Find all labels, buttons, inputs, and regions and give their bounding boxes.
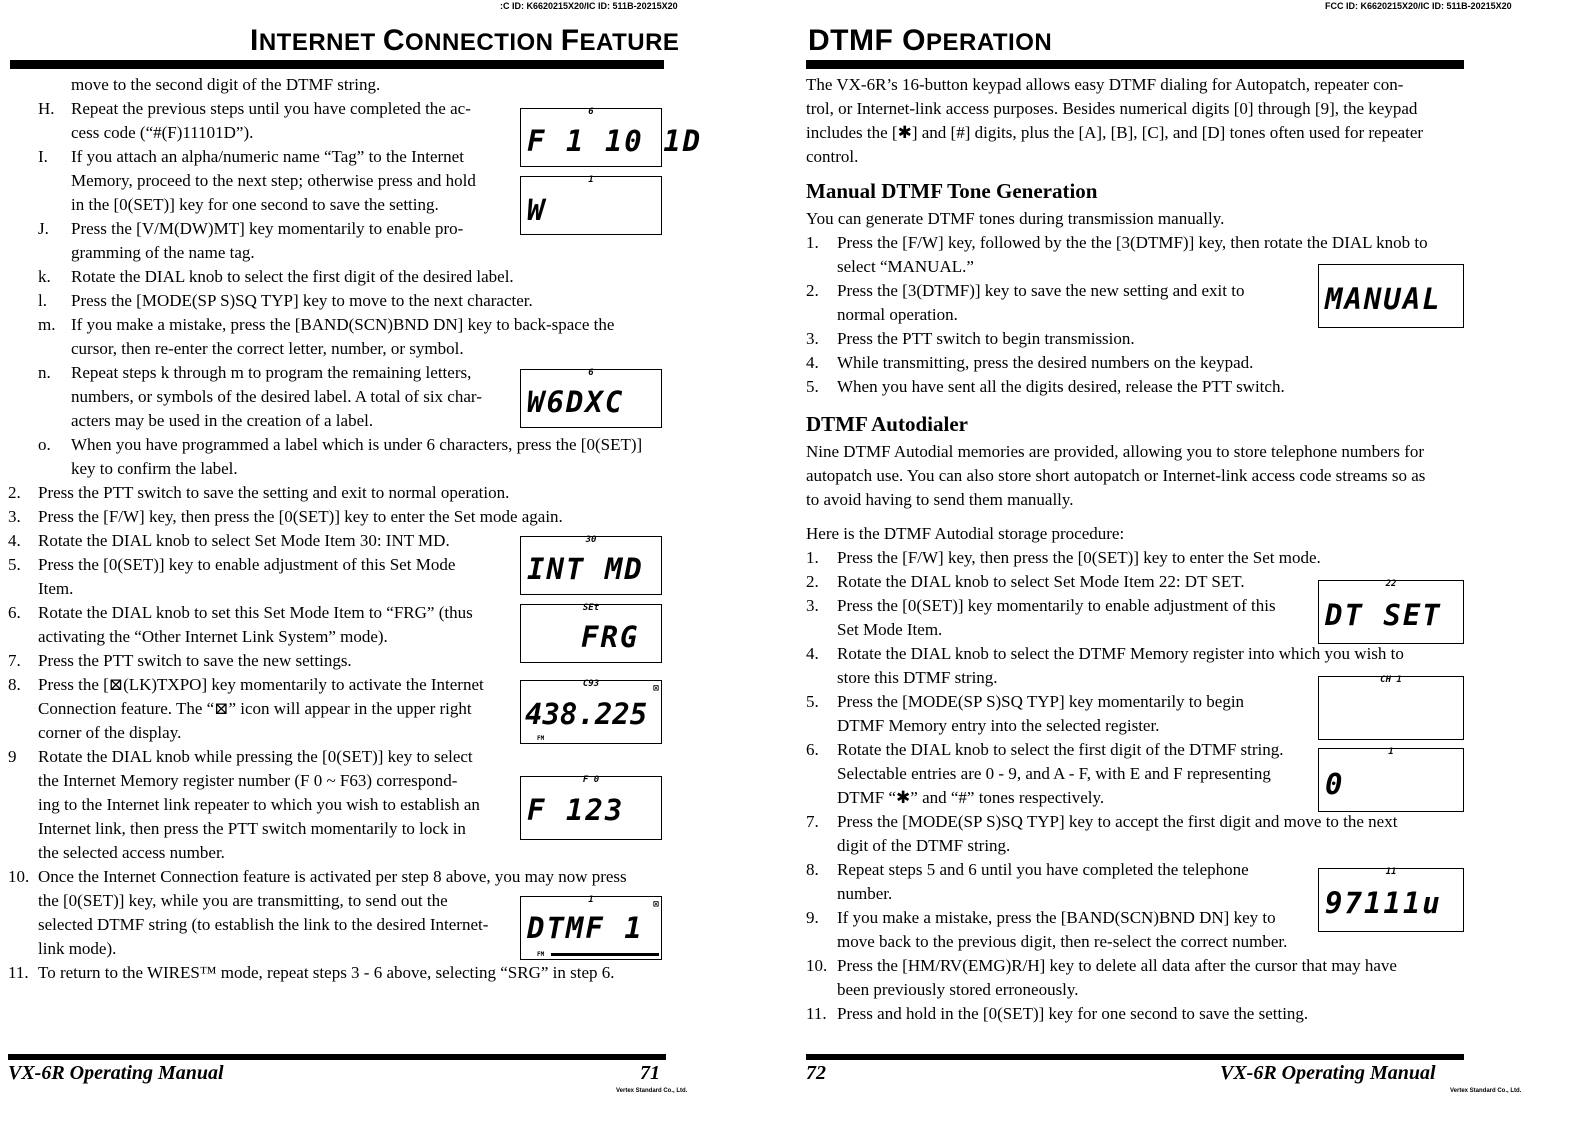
step-text: Press the [F/W] key, then press the [0(SET)] key to enter the Set mode again. — [38, 507, 563, 526]
step-number: H. — [38, 99, 55, 118]
step-text: to avoid having to send them manually. — [806, 490, 1074, 509]
step-number: 3. — [806, 329, 819, 348]
step-text: Press and hold in the [0(SET)] key for one second to save the setting. — [837, 1004, 1309, 1023]
section-heading: Manual DTMF Tone Generation — [806, 179, 1098, 203]
step-number: 4. — [806, 353, 819, 372]
step-text: selected DTMF string (to establish the link to the desired Internet- — [38, 915, 489, 934]
step-number: J. — [38, 219, 49, 238]
step-text: Rotate the DIAL knob to select the DTMF Memory register into which you wish to — [837, 644, 1404, 663]
step-number: k. — [38, 267, 51, 286]
step-text: cursor, then re-enter the correct letter, number, or symbol. — [71, 339, 464, 358]
step-text: numbers, or symbols of the desired label. A total of six char- — [71, 387, 482, 406]
step-number: 3. — [8, 507, 21, 526]
step-text: in the [0(SET)] key for one second to save the setting. — [71, 195, 439, 214]
step-text: When you have programmed a label which is under 6 characters, press the [0(SET)] — [71, 435, 643, 454]
footer-rule — [806, 1054, 1464, 1060]
step-text: Repeat steps 5 and 6 until you have completed the telephone — [837, 860, 1249, 879]
title-rule — [806, 60, 1464, 69]
step-text: gramming of the name tag. — [71, 243, 255, 262]
step-text: While transmitting, press the desired numbers on the keypad. — [837, 353, 1254, 372]
step-text: the selected access number. — [38, 843, 225, 862]
step-number: o. — [38, 435, 51, 454]
step-text: Press the [HM/RV(EMG)R/H] key to delete all data after the cursor that may have — [837, 956, 1397, 975]
step-number: 9 — [8, 747, 17, 766]
step-number: 6. — [806, 740, 819, 759]
step-number: 5. — [806, 692, 819, 711]
step-text: Rotate the DIAL knob while pressing the [0(SET)] key to select — [38, 747, 473, 766]
lcd-display-digit: 1 0 — [1318, 748, 1464, 812]
step-text: the [0(SET)] key, while you are transmitting, to send out the — [38, 891, 448, 910]
page-title: INTERNET CONNECTION FEATURE — [250, 24, 680, 57]
step-text: Rotate the DIAL knob to select Set Mode Item 30: INT MD. — [38, 531, 450, 550]
step-number: 2. — [8, 483, 21, 502]
step-text: Press the [MODE(SP S)SQ TYP] key momentarily to begin — [837, 692, 1245, 711]
step-number: 2. — [806, 572, 819, 591]
lcd-display-dt-set: 22 DT SET — [1318, 580, 1464, 644]
step-text: Internet link, then press the PTT switch momentarily to lock in — [38, 819, 466, 838]
lcd-display-7: F 0 F 123 — [520, 776, 662, 840]
step-text: Repeat steps k through m to program the remaining letters, — [71, 363, 472, 382]
step-text: store this DTMF string. — [837, 668, 998, 687]
lcd-display-ch1: CH 1 — [1318, 676, 1464, 740]
footer-title: VX-6R Operating Manual — [1220, 1062, 1436, 1084]
step-number: 2. — [806, 281, 819, 300]
company-name: Vertex Standard Co., Ltd. — [616, 1088, 688, 1094]
step-text: Memory, proceed to the next step; otherwise press and hold — [71, 171, 476, 190]
step-text: move back to the previous digit, then re-select the correct number. — [837, 932, 1288, 951]
step-number: l. — [38, 291, 47, 310]
step-text: autopatch use. You can also store short autopatch or Internet-link access code streams so as — [806, 466, 1426, 485]
lcd-display-number: 11 97111u — [1318, 868, 1464, 932]
step-number: 3. — [806, 596, 819, 615]
step-number: 4. — [806, 644, 819, 663]
step-text: trol, or Internet-link access purposes. Besides numerical digits [0] through [9], the keypad — [806, 99, 1418, 118]
footer-rule — [8, 1054, 666, 1060]
step-text: the Internet Memory register number (F 0 ~ F63) correspond- — [38, 771, 458, 790]
step-text: move to the second digit of the DTMF string. — [71, 75, 381, 94]
step-text: Press the [F/W] key, then press the [0(SET)] key to enter the Set mode. — [837, 548, 1321, 567]
step-text: link mode). — [38, 939, 117, 958]
title-rule — [10, 60, 664, 69]
step-text: select “MANUAL.” — [837, 257, 974, 276]
step-text: Press the [F/W] key, followed by the the [3(DTMF)] key, then rotate the DIAL knob to — [837, 233, 1428, 252]
step-text: When you have sent all the digits desired, release the PTT switch. — [837, 377, 1285, 396]
step-text: digit of the DTMF string. — [837, 836, 1011, 855]
fcc-id: FCC ID: K6620215X20/IC ID: 511B-20215X20 — [1325, 1, 1512, 11]
step-text: includes the [✱] and [#] digits, plus the [A], [B], [C], and [D] tones often used for repeater — [806, 123, 1424, 142]
step-text: To return to the WIRES™ mode, repeat steps 3 - 6 above, selecting “SRG” in step 6. — [38, 963, 615, 982]
step-text: Press the [0(SET)] key momentarily to enable adjustment of this — [837, 596, 1276, 615]
step-text: If you make a mistake, press the [BAND(SCN)BND DN] key to — [837, 908, 1276, 927]
step-number: n. — [38, 363, 51, 382]
fcc-id: :C ID: K6620215X20/IC ID: 511B-20215X20 — [500, 1, 678, 11]
step-text: Here is the DTMF Autodial storage procedure: — [806, 524, 1125, 543]
lcd-display-8: 1 DTMF 1 ⊠ FM — [520, 896, 662, 960]
step-text: Rotate the DIAL knob to set this Set Mode Item to “FRG” (thus — [38, 603, 473, 622]
step-text: Repeat the previous steps until you have completed the ac- — [71, 99, 471, 118]
step-text: Press the PTT switch to save the new settings. — [38, 651, 352, 670]
step-number: 1. — [806, 548, 819, 567]
step-text: Press the [3(DTMF)] key to save the new setting and exit to — [837, 281, 1245, 300]
step-number: 8. — [8, 675, 21, 694]
lcd-display-5: SEt FRG — [520, 604, 662, 663]
step-text: Rotate the DIAL knob to select Set Mode Item 22: DT SET. — [837, 572, 1245, 591]
step-number: m. — [38, 315, 56, 334]
step-text: Rotate the DIAL knob to select the first digit of the desired label. — [71, 267, 514, 286]
step-text: ing to the Internet link repeater to which you wish to establish an — [38, 795, 480, 814]
step-text: You can generate DTMF tones during transmission manually. — [806, 209, 1225, 228]
step-text: Connection feature. The “⊠” icon will appear in the upper right — [38, 699, 472, 718]
step-text: acters may be used in the creation of a label. — [71, 411, 374, 430]
step-text: cess code (“#(F)11101D”). — [71, 123, 254, 142]
step-number: 10. — [8, 867, 30, 886]
step-text: Press the [0(SET)] key to enable adjustment of this Set Mode — [38, 555, 456, 574]
page-number: 72 — [806, 1062, 826, 1084]
step-text: Set Mode Item. — [837, 620, 943, 639]
page-number: 71 — [640, 1062, 660, 1084]
step-text: The VX-6R’s 16-button keypad allows easy DTMF dialing for Autopatch, repeater con- — [806, 75, 1404, 94]
internet-icon: ⊠ — [652, 899, 659, 910]
lcd-display-4: 30 INT MD — [520, 536, 662, 595]
page-title: DTMF OPERATION — [808, 24, 1053, 57]
step-number: 7. — [8, 651, 21, 670]
step-text: been previously stored erroneously. — [837, 980, 1079, 999]
step-number: 4. — [8, 531, 21, 550]
company-name: Vertex Standard Co., Ltd. — [1450, 1088, 1522, 1094]
left-page — [0, 0, 703, 1145]
step-text: Press the PTT switch to begin transmission. — [837, 329, 1135, 348]
step-text: Once the Internet Connection feature is activated per step 8 above, you may now press — [38, 867, 627, 886]
step-text: Press the PTT switch to save the setting and exit to normal operation. — [38, 483, 510, 502]
step-text: Press the [MODE(SP S)SQ TYP] key to move to the next character. — [71, 291, 533, 310]
step-text: corner of the display. — [38, 723, 182, 742]
lcd-display-6: C93 438.225 ⊠ FM — [520, 680, 662, 744]
step-number: 5. — [806, 377, 819, 396]
step-number: 5. — [8, 555, 21, 574]
right-page — [800, 0, 1584, 1145]
step-text: Press the [⊠(LK)TXPO] key momentarily to activate the Internet — [38, 675, 484, 694]
step-text: Selectable entries are 0 - 9, and A - F, with E and F representing — [837, 764, 1271, 783]
lcd-display-manual: MANUAL — [1318, 264, 1464, 328]
step-text: Nine DTMF Autodial memories are provided, allowing you to store telephone numbers for — [806, 442, 1425, 461]
lcd-display-2: 1 W — [520, 176, 662, 235]
step-number: 8. — [806, 860, 819, 879]
step-text: number. — [837, 884, 893, 903]
step-text: activating the “Other Internet Link System” mode). — [38, 627, 388, 646]
step-text: normal operation. — [837, 305, 958, 324]
lcd-display-3: 6 W6DXC — [520, 369, 662, 428]
step-number: 9. — [806, 908, 819, 927]
footer-title: VX-6R Operating Manual — [8, 1062, 224, 1084]
step-text: If you make a mistake, press the [BAND(SCN)BND DN] key to back-space the — [71, 315, 615, 334]
section-heading: DTMF Autodialer — [806, 412, 968, 436]
step-number: 10. — [806, 956, 828, 975]
step-number: 11. — [806, 1004, 827, 1023]
step-number: 1. — [806, 233, 819, 252]
step-number: 6. — [8, 603, 21, 622]
step-text: DTMF Memory entry into the selected register. — [837, 716, 1160, 735]
internet-icon: ⊠ — [652, 683, 659, 694]
step-number: 7. — [806, 812, 819, 831]
step-text: DTMF “✱” and “#” tones respectively. — [837, 788, 1105, 807]
step-text: key to confirm the label. — [71, 459, 238, 478]
step-number: 11. — [8, 963, 29, 982]
lcd-display-1: 6 F 1 10 1D — [520, 108, 662, 167]
step-text: If you attach an alpha/numeric name “Tag” to the Internet — [71, 147, 464, 166]
step-text: Item. — [38, 579, 74, 598]
step-text: Rotate the DIAL knob to select the first digit of the DTMF string. — [837, 740, 1284, 759]
step-text: Press the [V/M(DW)MT] key momentarily to enable pro- — [71, 219, 464, 238]
step-text: control. — [806, 147, 859, 166]
step-number: I. — [38, 147, 48, 166]
step-text: Press the [MODE(SP S)SQ TYP] key to accept the first digit and move to the next — [837, 812, 1398, 831]
